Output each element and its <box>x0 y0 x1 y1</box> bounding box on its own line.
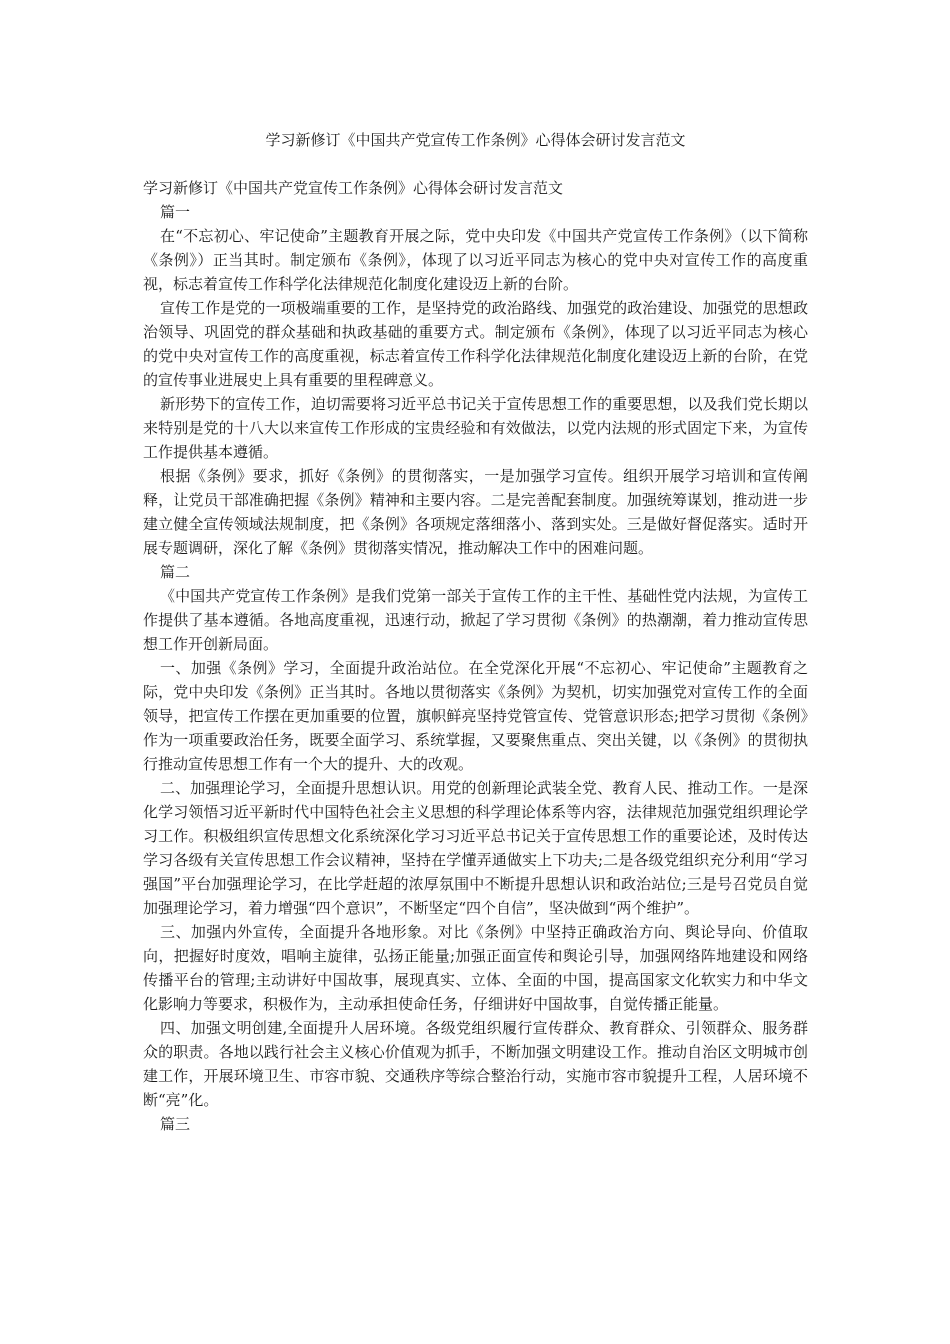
section-label-3: 篇三 <box>160 1115 191 1133</box>
paragraph: 三、加强内外宣传，全面提升各地形象。对比《条例》中坚持正确政治方向、舆论导向、价值取向，把握好时度效，唱响主旋律，弘扬正能量;加强正面宣传和舆论引导，加强网络阵地建设和网络传播平台的管理;主动讲好中国故事，展现真实、立体、全面的中国，提高国家文化软实力和中华文化影响力等要求，积极作为，主动承担使命任务，仔细讲好中国故事，自觉传播正能量。 <box>143 923 808 1013</box>
paragraph: 宣传工作是党的一项极端重要的工作，是坚持党的政治路线、加强党的政治建设、加强党的思想政治领导、巩固党的群众基础和执政基础的重要方式。制定颁布《条例》，体现了以习近平同志为核心的党中央对宣传工作的高度重视，标志着宣传工作科学化法律规范化制度化建设迈上新的台阶，在党的宣传事业进展史上具有重要的里程碑意义。 <box>143 299 808 389</box>
paragraph: 四、加强文明创建,全面提升人居环境。各级党组织履行宣传群众、教育群众、引领群众、服务群众的职责。各地以践行社会主义核心价值观为抓手，不断加强文明建设工作。推动自治区文明城市创建工作，开展环境卫生、市容市貌、交通秩序等综合整治行动，实施市容市貌提升工程，人居环境不断“亮”化。 <box>143 1019 808 1109</box>
paragraph: 根据《条例》要求，抓好《条例》的贯彻落实，一是加强学习宣传。组织开展学习培训和宣传阐释，让党员干部准确把握《条例》精神和主要内容。二是完善配套制度。加强统筹谋划，推动进一步建立健全宣传领域法规制度，把《条例》各项规定落细落小、落到实处。三是做好督促落实。适时开展专题调研，深化了解《条例》贯彻落实情况，推动解决工作中的困难问题。 <box>143 467 808 557</box>
paragraph: 在“不忘初心、牢记使命”主题教育开展之际，党中央印发《中国共产党宣传工作条例》（以下简称《条例》）正当其时。制定颁布《条例》，体现了以习近平同志为核心的党中央对宣传工作的高度重视，标志着宣传工作科学化法律规范化制度化建设迈上新的台阶。 <box>143 227 808 293</box>
section-label-1: 篇一 <box>160 203 191 221</box>
paragraph: 《中国共产党宣传工作条例》是我们党第一部关于宣传工作的主干性、基础性党内法规，为宣传工作提供了基本遵循。各地高度重视，迅速行动，掀起了学习贯彻《条例》的热潮潮，着力推动宣传思想工作开创新局面。 <box>143 587 808 653</box>
paragraph: 二、加强理论学习，全面提升思想认识。用党的创新理论武装全党、教育人民、推动工作。一是深化学习领悟习近平新时代中国特色社会主义思想的科学理论体系等内容，法律规范加强党组织理论学习工作。积极组织宣传思想文化系统深化学习习近平总书记关于宣传思想工作的重要论述，及时传达学习各级有关宣传思想工作会议精神，坚持在学懂弄通做实上下功夫;二是各级党组织充分利用“学习强国”平台加强理论学习，在比学赶超的浓厚氛围中不断提升思想认识和政治站位;三是号召党员自觉加强理论学习，着力增强“四个意识”，不断坚定“四个自信”，坚决做到“两个维护”。 <box>143 779 808 917</box>
document-body <box>143 176 808 1136</box>
document-title: 学习新修订《中国共产党宣传工作条例》心得体会研讨发言范文 <box>265 131 686 149</box>
document-subtitle: 学习新修订《中国共产党宣传工作条例》心得体会研讨发言范文 <box>143 179 564 197</box>
section-label-2: 篇二 <box>160 563 191 581</box>
paragraph: 新形势下的宣传工作，迫切需要将习近平总书记关于宣传思想工作的重要思想，以及我们党长期以来特别是党的十八大以来宣传工作形成的宝贵经验和有效做法，以党内法规的形式固定下来，为宣传工作提供基本遵循。 <box>143 395 808 461</box>
paragraph: 一、加强《条例》学习，全面提升政治站位。在全党深化开展“不忘初心、牢记使命”主题教育之际，党中央印发《条例》正当其时。各地以贯彻落实《条例》为契机，切实加强党对宣传工作的全面领导，把宣传工作摆在更加重要的位置，旗帜鲜亮坚持党管宣传、党管意识形态;把学习贯彻《条例》作为一项重要政治任务，既要全面学习、系统掌握，又要聚焦重点、突出关键，以《条例》的贯彻执行推动宣传思想工作有一个大的提升、大的改观。 <box>143 659 808 773</box>
